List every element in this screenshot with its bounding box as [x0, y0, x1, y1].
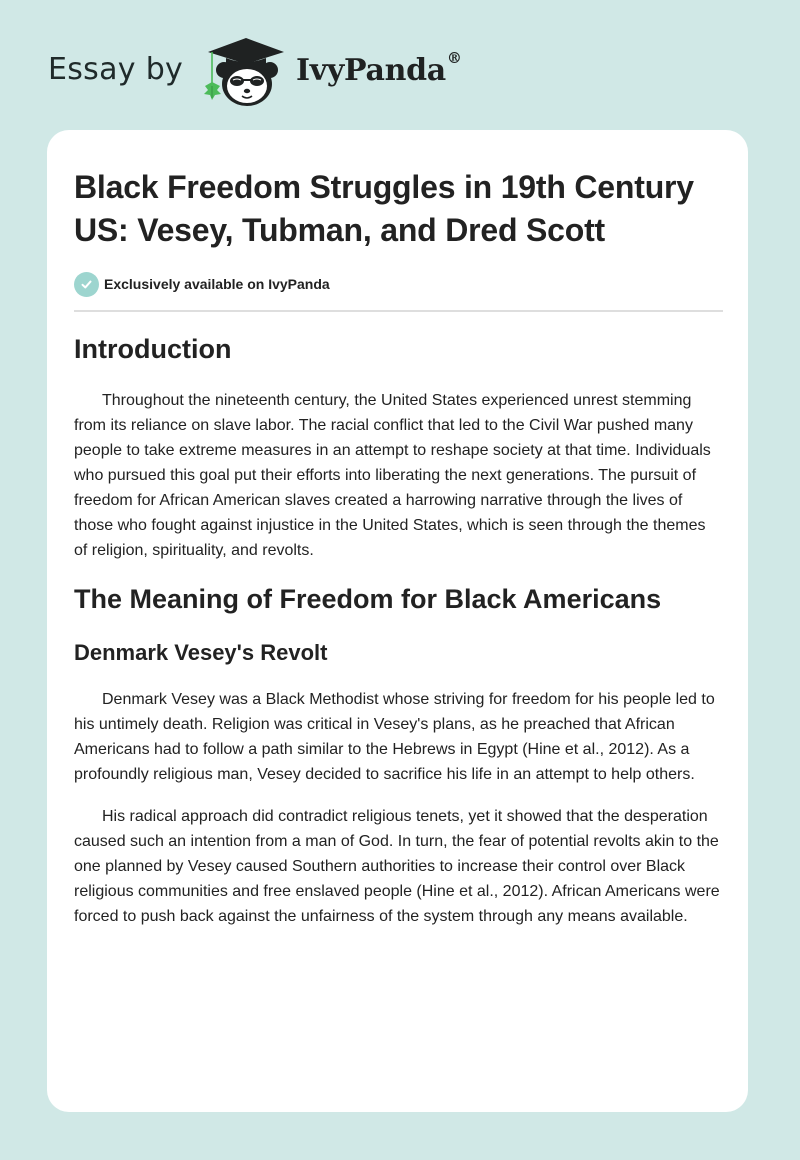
page-title: Black Freedom Struggles in 19th Century US: Vesey, Tubman, and Dred Scott — [74, 169, 694, 248]
brand-name[interactable] — [296, 49, 462, 88]
subsection-heading-vesey-revolt: Denmark Vesey's Revolt — [74, 640, 328, 665]
paragraph-introduction: Throughout the nineteenth century, the United States experienced unrest stemming from its reliance on slave labor. The racial conflict that led to the Civil War pushed many people to take extreme measures in an attempt to reshape society at that time. Individuals who pursued this goal put their efforts into liberating the next generations. The pursuit of freedom for African American slaves created a harrowing narrative through the lives of those who fought against injustice in the United States, which is seen through the themes of religion, spirituality, and revolts. — [74, 392, 711, 559]
exclusive-badge-text: Exclusively available on IvyPanda — [104, 276, 330, 292]
section-heading-introduction: Introduction — [74, 334, 232, 364]
brand-prefix: Essay by — [48, 52, 184, 87]
check-circle-icon — [74, 272, 99, 297]
essay-card — [47, 130, 748, 1112]
site-header — [0, 0, 800, 130]
essay-content — [74, 166, 723, 929]
divider — [74, 310, 723, 312]
paragraph-vesey-2: His radical approach did contradict religious tenets, yet it showed that the desperation caused such an intention from a man of God. In turn, the fear of potential revolts akin to the one planned by Vesey caused Southern authorities to increase their control over Black religious communities and free enslaved people (Hine et al., 2012). African Americans were forced to push back against the unfairness of the system through any means available. — [74, 808, 720, 925]
brand-name-text: IvyPanda — [296, 53, 446, 88]
panda-logo-icon[interactable] — [200, 34, 292, 110]
section-heading-meaning-of-freedom: The Meaning of Freedom for Black Americans — [74, 584, 662, 614]
registered-mark: ® — [446, 49, 462, 67]
exclusive-badge — [74, 271, 723, 297]
paragraph-vesey-1: Denmark Vesey was a Black Methodist whose striving for freedom for his people led to his untimely death. Religion was critical in Vesey's plans, as he preached that African Americans had to follow a path similar to the Hebrews in Egypt (Hine et al., 2012). As a profoundly religious man, Vesey decided to sacrifice his life in an attempt to help others. — [74, 691, 715, 783]
